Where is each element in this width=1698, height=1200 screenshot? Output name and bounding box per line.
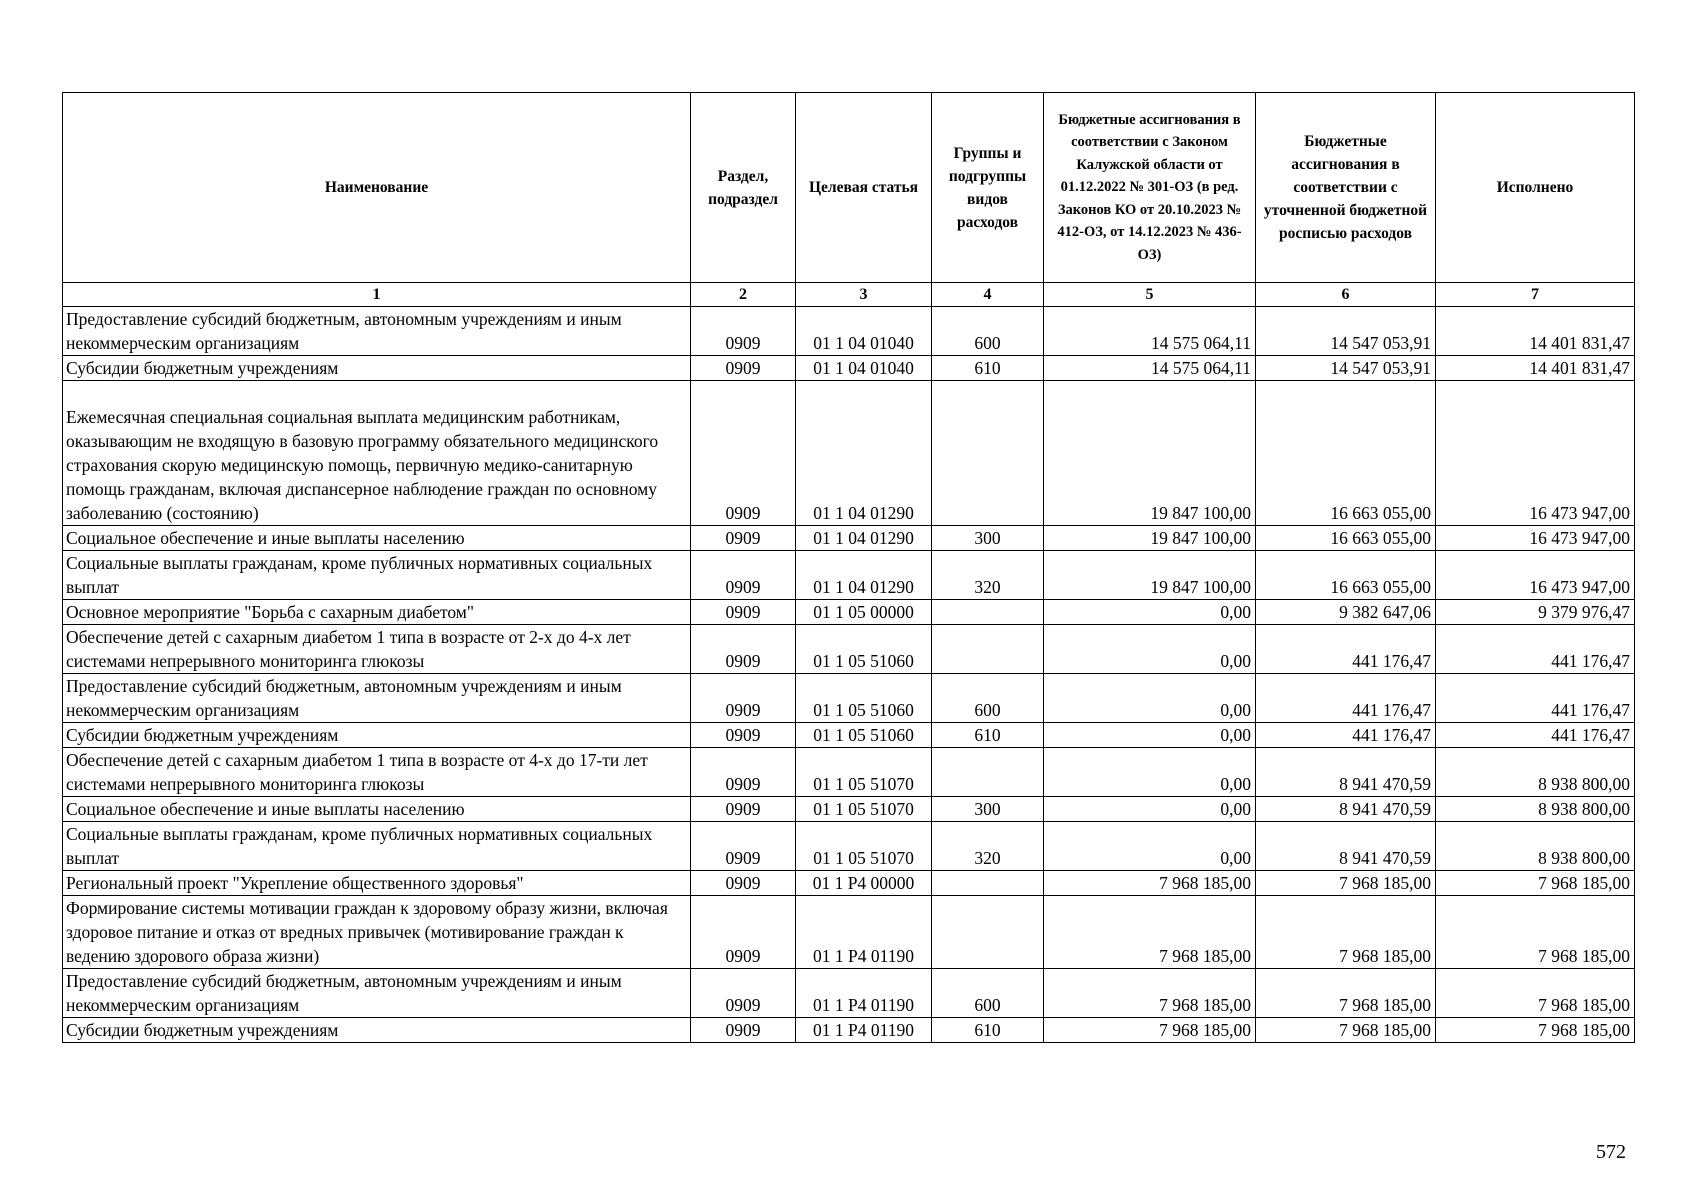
row-executed-amount: 441 176,47 xyxy=(1436,723,1635,748)
row-section: 0909 xyxy=(691,748,796,797)
row-law-amount: 14 575 064,11 xyxy=(1044,356,1256,381)
row-group xyxy=(932,896,1044,969)
column-number: 2 xyxy=(691,283,796,307)
row-group xyxy=(932,748,1044,797)
row-target: 01 1 05 51070 xyxy=(796,748,932,797)
row-law-amount: 19 847 100,00 xyxy=(1044,381,1256,526)
row-group xyxy=(932,600,1044,625)
row-target: 01 1 P4 01190 xyxy=(796,1018,932,1043)
column-number: 6 xyxy=(1256,283,1436,307)
row-executed-amount: 7 968 185,00 xyxy=(1436,896,1635,969)
table-row xyxy=(63,748,1635,797)
row-executed-amount: 8 938 800,00 xyxy=(1436,797,1635,822)
row-refined-amount: 441 176,47 xyxy=(1256,723,1436,748)
table-row xyxy=(63,822,1635,871)
row-section: 0909 xyxy=(691,625,796,674)
row-name: Формирование системы мотивации граждан к здоровому образу жизни, включая здоровое питание и отказ от вредных привычек (мотивирование граждан к ведению здорового образа жизни) xyxy=(63,896,691,969)
row-name: Региональный проект "Укрепление общественного здоровья" xyxy=(63,871,691,896)
row-group: 320 xyxy=(932,822,1044,871)
row-section: 0909 xyxy=(691,674,796,723)
row-law-amount: 7 968 185,00 xyxy=(1044,969,1256,1018)
row-executed-amount: 441 176,47 xyxy=(1436,674,1635,723)
row-group: 300 xyxy=(932,797,1044,822)
row-name: Основное мероприятие "Борьба с сахарным диабетом" xyxy=(63,600,691,625)
header-groups: Группы и подгруппы видов расходов xyxy=(932,93,1044,283)
row-law-amount: 0,00 xyxy=(1044,822,1256,871)
row-refined-amount: 8 941 470,59 xyxy=(1256,822,1436,871)
row-target: 01 1 04 01040 xyxy=(796,307,932,356)
table-row xyxy=(63,600,1635,625)
row-refined-amount: 7 968 185,00 xyxy=(1256,969,1436,1018)
row-refined-amount: 441 176,47 xyxy=(1256,625,1436,674)
row-law-amount: 7 968 185,00 xyxy=(1044,896,1256,969)
row-group xyxy=(932,871,1044,896)
row-group xyxy=(932,625,1044,674)
row-group: 600 xyxy=(932,307,1044,356)
row-refined-amount: 8 941 470,59 xyxy=(1256,748,1436,797)
row-law-amount: 0,00 xyxy=(1044,625,1256,674)
row-executed-amount: 14 401 831,47 xyxy=(1436,307,1635,356)
row-name: Социальное обеспечение и иные выплаты населению xyxy=(63,797,691,822)
table-row xyxy=(63,551,1635,600)
row-executed-amount: 16 473 947,00 xyxy=(1436,551,1635,600)
row-target: 01 1 05 51060 xyxy=(796,625,932,674)
row-group: 600 xyxy=(932,969,1044,1018)
table-row xyxy=(63,356,1635,381)
header-name: Наименование xyxy=(63,93,691,283)
row-section: 0909 xyxy=(691,551,796,600)
row-refined-amount: 9 382 647,06 xyxy=(1256,600,1436,625)
row-law-amount: 0,00 xyxy=(1044,600,1256,625)
row-target: 01 1 04 01290 xyxy=(796,526,932,551)
column-number: 5 xyxy=(1044,283,1256,307)
row-target: 01 1 P4 01190 xyxy=(796,896,932,969)
row-law-amount: 14 575 064,11 xyxy=(1044,307,1256,356)
row-section: 0909 xyxy=(691,822,796,871)
column-number: 3 xyxy=(796,283,932,307)
row-target: 01 1 05 51060 xyxy=(796,723,932,748)
row-executed-amount: 7 968 185,00 xyxy=(1436,871,1635,896)
row-name: Социальные выплаты гражданам, кроме публичных нормативных социальных выплат xyxy=(63,822,691,871)
row-law-amount: 0,00 xyxy=(1044,748,1256,797)
row-target: 01 1 04 01040 xyxy=(796,356,932,381)
row-section: 0909 xyxy=(691,356,796,381)
row-refined-amount: 7 968 185,00 xyxy=(1256,1018,1436,1043)
table-row xyxy=(63,871,1635,896)
row-name: Предоставление субсидий бюджетным, автономным учреждениям и иным некоммерческим организациям xyxy=(63,969,691,1018)
row-name: Субсидии бюджетным учреждениям xyxy=(63,1018,691,1043)
row-section: 0909 xyxy=(691,723,796,748)
row-target: 01 1 04 01290 xyxy=(796,381,932,526)
row-executed-amount: 441 176,47 xyxy=(1436,625,1635,674)
table-row xyxy=(63,969,1635,1018)
row-name: Субсидии бюджетным учреждениям xyxy=(63,356,691,381)
header-refined-allocations: Бюджетные ассигнования в соответствии с уточненной бюджетной росписью расходов xyxy=(1256,93,1436,283)
table-row xyxy=(63,674,1635,723)
column-number-row xyxy=(63,283,1635,307)
row-refined-amount: 14 547 053,91 xyxy=(1256,307,1436,356)
table-row xyxy=(63,1018,1635,1043)
budget-sheet xyxy=(62,92,1634,1043)
row-target: 01 1 P4 00000 xyxy=(796,871,932,896)
row-target: 01 1 P4 01190 xyxy=(796,969,932,1018)
row-refined-amount: 16 663 055,00 xyxy=(1256,551,1436,600)
row-refined-amount: 14 547 053,91 xyxy=(1256,356,1436,381)
row-executed-amount: 16 473 947,00 xyxy=(1436,526,1635,551)
row-section: 0909 xyxy=(691,600,796,625)
table-row xyxy=(63,625,1635,674)
row-law-amount: 0,00 xyxy=(1044,674,1256,723)
table-row xyxy=(63,307,1635,356)
table-row xyxy=(63,381,1635,526)
row-executed-amount: 7 968 185,00 xyxy=(1436,1018,1635,1043)
row-section: 0909 xyxy=(691,969,796,1018)
column-number: 4 xyxy=(932,283,1044,307)
row-group: 320 xyxy=(932,551,1044,600)
page-number: 572 xyxy=(1596,1141,1626,1163)
row-group: 610 xyxy=(932,356,1044,381)
row-section: 0909 xyxy=(691,307,796,356)
header-section: Раздел, подраздел xyxy=(691,93,796,283)
header-target: Целевая статья xyxy=(796,93,932,283)
row-law-amount: 19 847 100,00 xyxy=(1044,551,1256,600)
row-executed-amount: 8 938 800,00 xyxy=(1436,822,1635,871)
row-section: 0909 xyxy=(691,896,796,969)
row-name: Социальное обеспечение и иные выплаты населению xyxy=(63,526,691,551)
row-section: 0909 xyxy=(691,526,796,551)
header-law-allocations: Бюджетные ассигнования в соответствии с Законом Калужской области от 01.12.2022 № 301-ОЗ (в ред. Законов КО от 20.10.2023 № 412-ОЗ, от 14.12.2023 № 436-ОЗ) xyxy=(1044,93,1256,283)
row-executed-amount: 14 401 831,47 xyxy=(1436,356,1635,381)
row-law-amount: 0,00 xyxy=(1044,797,1256,822)
table-row xyxy=(63,526,1635,551)
row-group xyxy=(932,381,1044,526)
row-group: 610 xyxy=(932,1018,1044,1043)
row-section: 0909 xyxy=(691,871,796,896)
row-group: 610 xyxy=(932,723,1044,748)
row-target: 01 1 04 01290 xyxy=(796,551,932,600)
row-target: 01 1 05 51070 xyxy=(796,797,932,822)
row-law-amount: 19 847 100,00 xyxy=(1044,526,1256,551)
row-name: Обеспечение детей с сахарным диабетом 1 типа в возрасте от 2-х до 4-х лет системами непрерывного мониторинга глюкозы xyxy=(63,625,691,674)
row-target: 01 1 05 51060 xyxy=(796,674,932,723)
row-refined-amount: 16 663 055,00 xyxy=(1256,526,1436,551)
column-number: 1 xyxy=(63,283,691,307)
row-executed-amount: 9 379 976,47 xyxy=(1436,600,1635,625)
row-section: 0909 xyxy=(691,797,796,822)
row-refined-amount: 7 968 185,00 xyxy=(1256,871,1436,896)
row-refined-amount: 7 968 185,00 xyxy=(1256,896,1436,969)
row-group: 300 xyxy=(932,526,1044,551)
row-section: 0909 xyxy=(691,381,796,526)
header-row xyxy=(63,93,1635,283)
header-executed: Исполнено xyxy=(1436,93,1635,283)
row-name: Субсидии бюджетным учреждениям xyxy=(63,723,691,748)
table-row xyxy=(63,797,1635,822)
row-name: Ежемесячная специальная социальная выплата медицинским работникам, оказывающим не входящую в базовую программу обязательного медицинского страхования скорую медицинскую помощь, первичную медико-санитарную помощь гражданам, включая диспансерное наблюдение граждан по основному заболеванию (состоянию) xyxy=(63,381,691,526)
row-refined-amount: 8 941 470,59 xyxy=(1256,797,1436,822)
row-executed-amount: 7 968 185,00 xyxy=(1436,969,1635,1018)
table-row xyxy=(63,896,1635,969)
row-law-amount: 7 968 185,00 xyxy=(1044,871,1256,896)
row-name: Предоставление субсидий бюджетным, автономным учреждениям и иным некоммерческим организациям xyxy=(63,307,691,356)
row-name: Обеспечение детей с сахарным диабетом 1 типа в возрасте от 4-х до 17-ти лет системами непрерывного мониторинга глюкозы xyxy=(63,748,691,797)
column-number: 7 xyxy=(1436,283,1635,307)
row-law-amount: 0,00 xyxy=(1044,723,1256,748)
row-refined-amount: 16 663 055,00 xyxy=(1256,381,1436,526)
row-name: Социальные выплаты гражданам, кроме публичных нормативных социальных выплат xyxy=(63,551,691,600)
row-executed-amount: 8 938 800,00 xyxy=(1436,748,1635,797)
row-refined-amount: 441 176,47 xyxy=(1256,674,1436,723)
budget-table xyxy=(62,92,1635,1043)
row-section: 0909 xyxy=(691,1018,796,1043)
row-executed-amount: 16 473 947,00 xyxy=(1436,381,1635,526)
table-row xyxy=(63,723,1635,748)
row-law-amount: 7 968 185,00 xyxy=(1044,1018,1256,1043)
row-target: 01 1 05 51070 xyxy=(796,822,932,871)
row-group: 600 xyxy=(932,674,1044,723)
row-target: 01 1 05 00000 xyxy=(796,600,932,625)
row-name: Предоставление субсидий бюджетным, автономным учреждениям и иным некоммерческим организациям xyxy=(63,674,691,723)
